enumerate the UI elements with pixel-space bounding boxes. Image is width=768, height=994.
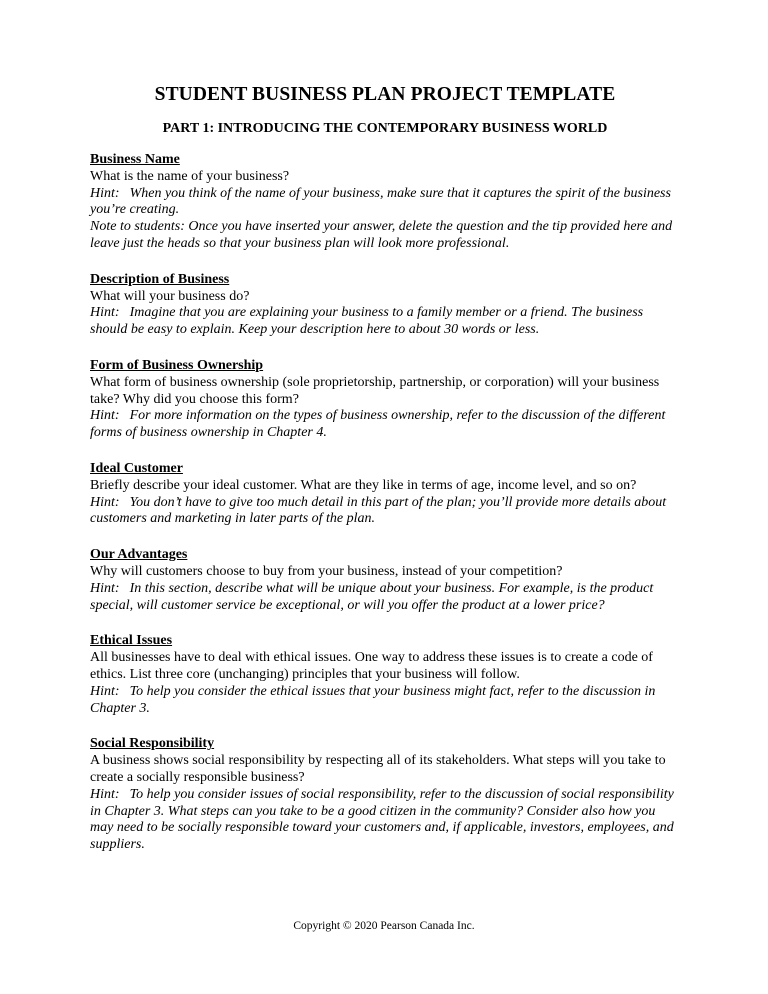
section-ideal-customer: [90, 461, 680, 528]
section-hint: [90, 684, 680, 718]
hint-text: In this section, describe what will be unique about your business. For example, is the product special, will customer service be exceptional, or will you offer the product at a lower price?: [90, 580, 654, 613]
section-heading: Description of Business: [90, 271, 230, 287]
section-question: Why will customers choose to buy from your business, instead of your competition?: [90, 563, 563, 579]
hint-label: Hint:: [90, 305, 120, 321]
section-ownership: [90, 358, 680, 442]
section-hint: [90, 186, 680, 220]
section-heading: Form of Business Ownership: [90, 357, 264, 373]
part-subtitle: PART 1: INTRODUCING THE CONTEMPORARY BUSINESS WORLD: [162, 121, 608, 136]
hint-label: Hint:: [90, 683, 120, 699]
hint-text: To help you consider issues of social responsibility, refer to the discussion of social responsibility in Chapter 3. What steps can you take to be a good citizen in the community? Consider also how you may need to be socially responsible toward your customers and, if applicable, investors, employees, and suppliers.: [90, 786, 674, 853]
hint-label: Hint:: [90, 408, 120, 424]
hint-text: For more information on the types of business ownership, refer to the discussion of the different forms of business ownership in Chapter 4.: [90, 408, 666, 441]
section-heading: Our Advantages: [90, 547, 188, 563]
section-question: What form of business ownership (sole proprietorship, partnership, or corporation) will your business take? Why did you choose this form?: [90, 374, 660, 407]
section-business-name: [90, 152, 680, 253]
section-ethical-issues: [90, 633, 680, 717]
hint-text: You don’t have to give too much detail in this part of the plan; you’ll provide more details about customers and marketing in later parts of the plan.: [90, 494, 667, 527]
section-heading: Ideal Customer: [90, 460, 183, 476]
hint-label: Hint:: [90, 580, 120, 596]
section-social-responsibility: [90, 736, 680, 854]
hint-label: Hint:: [90, 786, 120, 802]
section-hint: [90, 787, 680, 854]
section-hint: [90, 305, 680, 339]
hint-text: Imagine that you are explaining your business to a family member or a friend. The business should be easy to explain. Keep your description here to about 30 words or less.: [90, 305, 644, 338]
section-hint: [90, 495, 680, 529]
section-question: What is the name of your business?: [90, 168, 290, 184]
section-hint: [90, 581, 680, 615]
section-question: What will your business do?: [90, 288, 250, 304]
section-heading: Ethical Issues: [90, 633, 173, 649]
copyright-footer: Copyright © 2020 Pearson Canada Inc.: [293, 920, 475, 932]
hint-text: To help you consider the ethical issues that your business might fact, refer to the discussion in Chapter 3.: [90, 683, 656, 716]
section-hint: [90, 408, 680, 442]
section-heading: Social Responsibility: [90, 736, 215, 752]
section-note: Note to students: Once you have inserted your answer, delete the question and the tip provided here and leave just the heads so that your business plan will look more professional.: [90, 219, 673, 251]
hint-label: Hint:: [90, 494, 120, 510]
section-question: All businesses have to deal with ethical issues. One way to address these issues is to create a code of ethics. List three core (unchanging) principles that your business will follow.: [90, 650, 653, 682]
section-question: Briefly describe your ideal customer. What are they like in terms of age, income level, and so on?: [90, 477, 637, 493]
hint-label: Hint:: [90, 185, 120, 201]
document-title: STUDENT BUSINESS PLAN PROJECT TEMPLATE: [154, 84, 616, 105]
section-heading: Business Name: [90, 152, 180, 167]
section-question: A business shows social responsibility by respecting all of its stakeholders. What steps will you take to create a socially responsible business?: [90, 753, 666, 785]
section-advantages: [90, 547, 680, 614]
sections: [90, 152, 680, 873]
section-description: [90, 272, 680, 339]
hint-text: When you think of the name of your business, make sure that it captures the spirit of the business you’re creating.: [90, 185, 671, 218]
